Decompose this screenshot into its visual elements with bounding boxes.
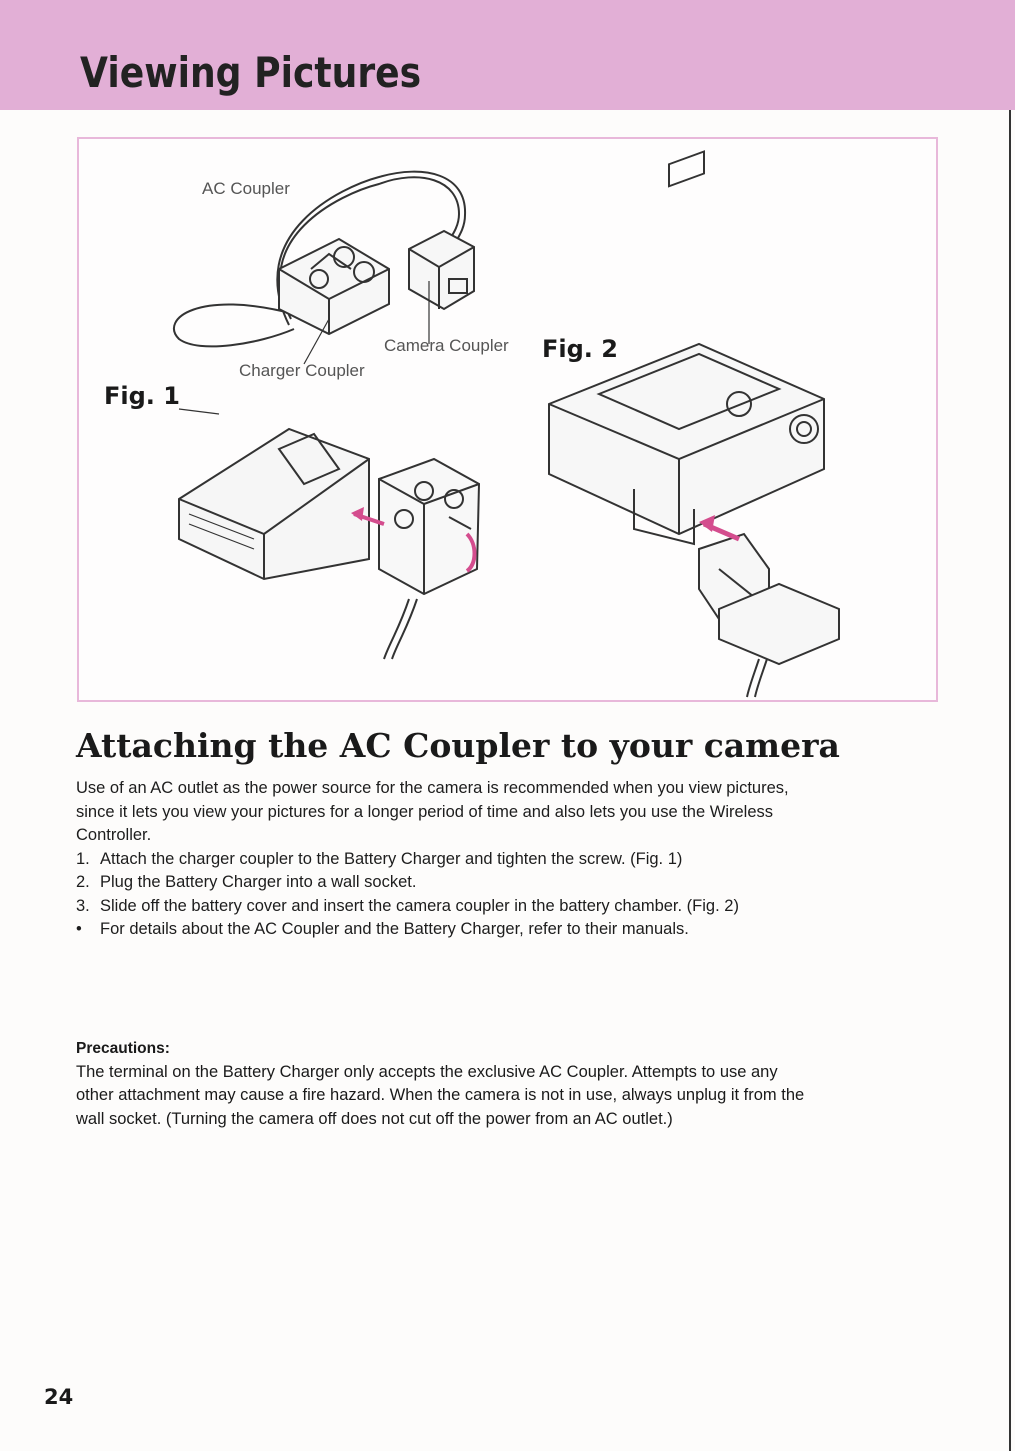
list-item-text: Plug the Battery Charger into a wall socket. xyxy=(100,873,417,891)
page-edge-line xyxy=(1009,110,1011,1451)
ac-coupler-illustration xyxy=(79,139,936,700)
list-item-text: Slide off the battery cover and insert the camera coupler in the battery chamber. (Fig. 2) xyxy=(100,896,739,915)
list-item-text: Attach the charger coupler to the Battery Charger and tighten the screw. (Fig. 1) xyxy=(100,849,683,868)
list-item xyxy=(76,895,816,919)
list-marker: • xyxy=(76,920,82,938)
page-header xyxy=(0,0,1015,110)
fig-1-label: Fig. 1 xyxy=(104,382,180,410)
ac-coupler-callout: AC Coupler xyxy=(202,179,290,198)
intro-paragraph: Use of an AC outlet as the power source for the camera is recommended when you view pictures, since it lets you view your pictures for a longer period of time and also lets you use the Wireless Controller. xyxy=(76,779,789,844)
instructions xyxy=(76,777,816,942)
list-item xyxy=(76,871,816,895)
list-item xyxy=(76,848,816,872)
steps-list xyxy=(76,848,816,942)
precautions-section xyxy=(76,1037,816,1131)
battery-charger-drawing xyxy=(179,429,479,659)
list-item-text: For details about the AC Coupler and the Battery Charger, refer to their manuals. xyxy=(100,920,689,938)
page-number: 24 xyxy=(44,1385,74,1409)
section-title: Attaching the AC Coupler to your camera xyxy=(76,726,840,765)
list-marker: 1. xyxy=(76,849,90,868)
camera-coupler-callout: Camera Coupler xyxy=(384,336,509,355)
list-marker: 2. xyxy=(76,873,90,891)
page-title: Viewing Pictures xyxy=(80,48,422,97)
charger-coupler-callout: Charger Coupler xyxy=(239,361,365,380)
figure-panel xyxy=(77,137,938,702)
list-marker: 3. xyxy=(76,896,90,915)
camera-drawing xyxy=(549,152,839,697)
list-item xyxy=(76,918,816,942)
precautions-heading: Precautions: xyxy=(76,1040,170,1057)
fig-2-label: Fig. 2 xyxy=(542,335,618,363)
precautions-text: The terminal on the Battery Charger only accepts the exclusive AC Coupler. Attempts to use any other attachment may cause a fire hazard. When the camera is not in use, always unplug it from the wall socket. (Turning the camera off does not cut off the power from an AC outlet.) xyxy=(76,1062,805,1128)
